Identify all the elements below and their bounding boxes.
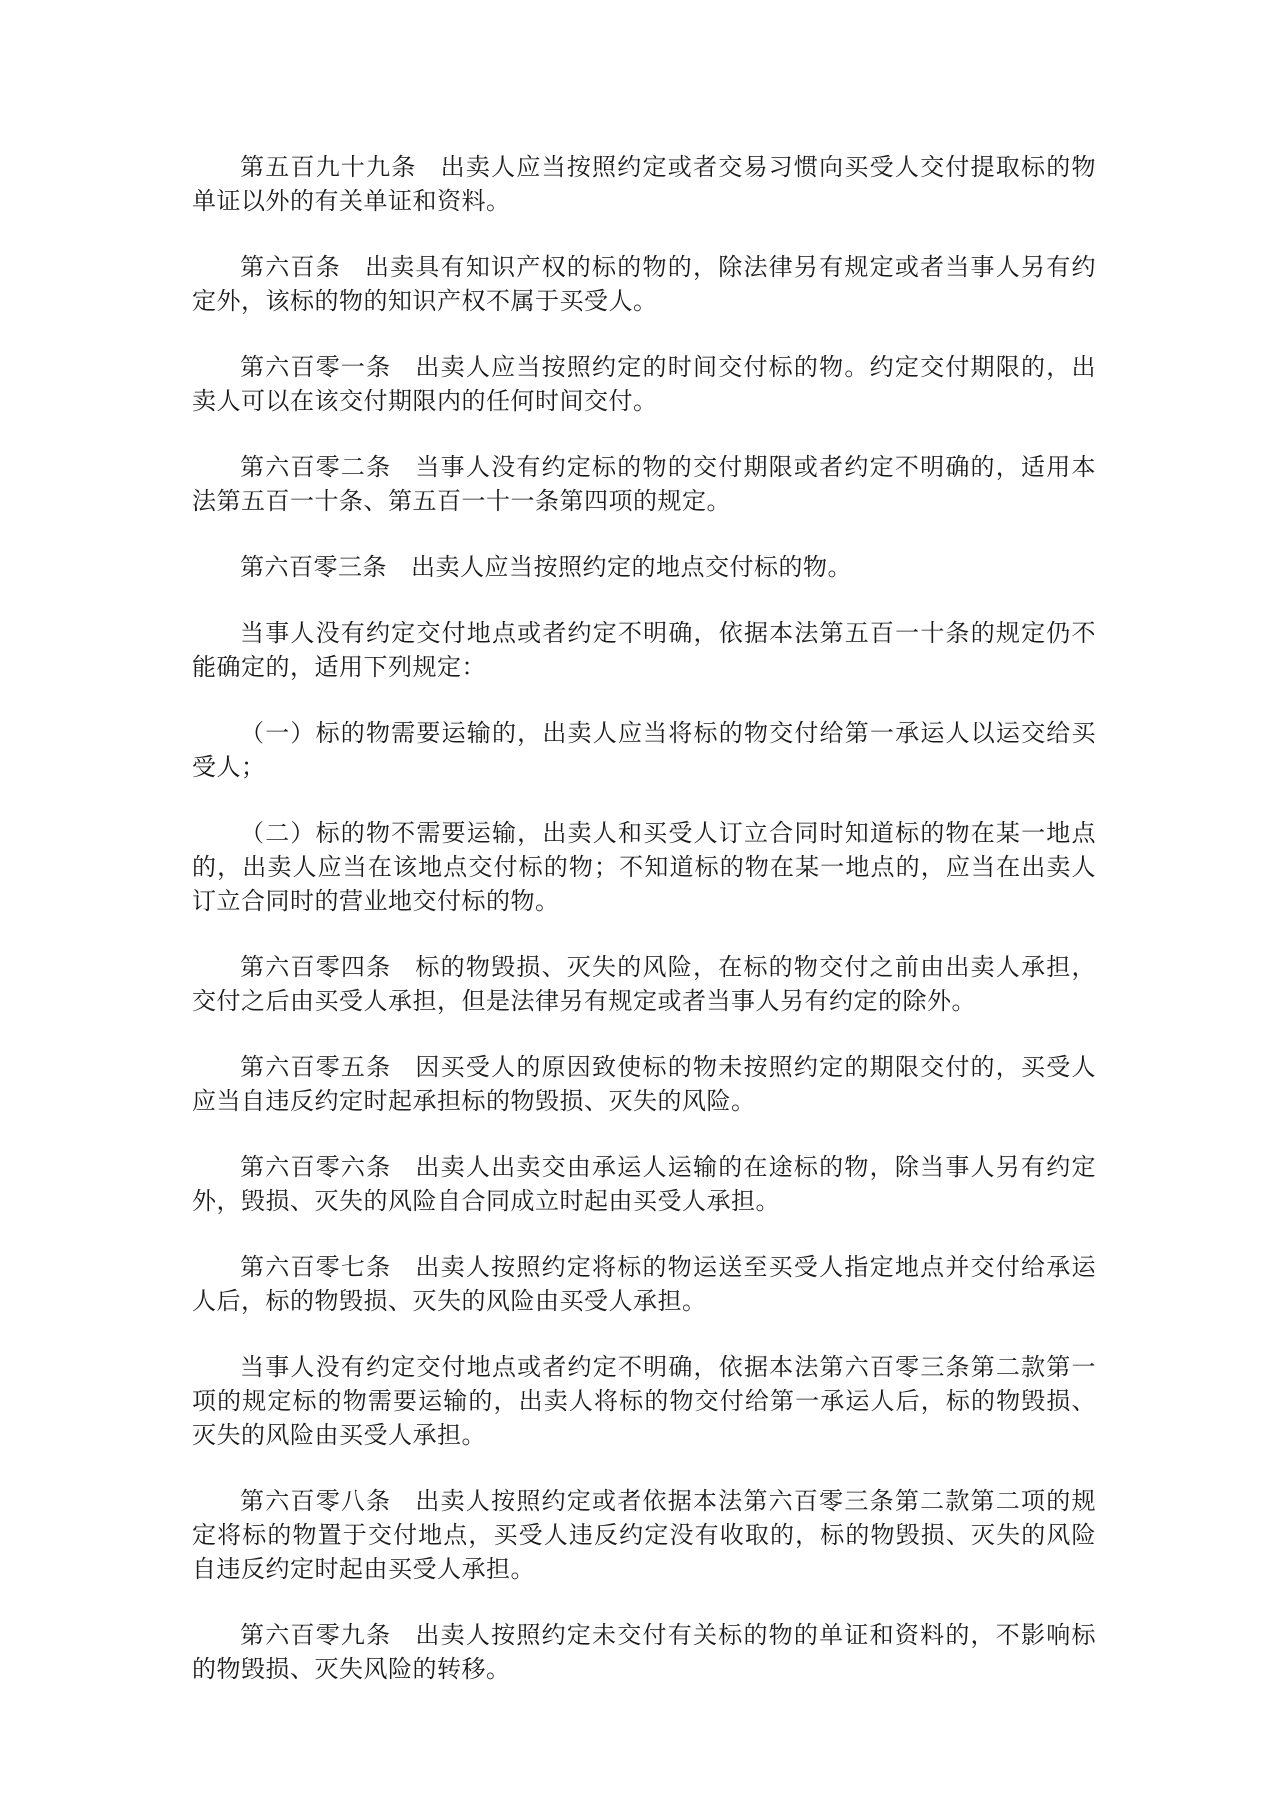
article-label: 第六百条 (240, 253, 341, 281)
paragraph-article-606 (192, 1150, 1096, 1218)
article-label: 第六百零三条 (240, 553, 387, 581)
article-text: 当事人没有约定交付地点或者约定不明确，依据本法第六百零三条第二款第一项的规定标的物需要运输的，出卖人将标的物交付给第一承运人后，标的物毁损、灭失的风险由买受人承担。 (192, 1353, 1096, 1449)
article-text: 因买受人的原因致使标的物未按照约定的期限交付的，买受人应当自违反约定时起承担标的物毁损、灭失的风险。 (192, 1053, 1096, 1115)
paragraph-article-607 (192, 1250, 1096, 1318)
paragraph-article-600 (192, 250, 1096, 318)
paragraph-item-2 (192, 816, 1096, 918)
article-text: （二）标的物不需要运输，出卖人和买受人订立合同时知道标的物在某一地点的，出卖人应当在该地点交付标的物；不知道标的物在某一地点的，应当在出卖人订立合同时的营业地交付标的物。 (192, 819, 1096, 915)
article-text: （一）标的物需要运输的，出卖人应当将标的物交付给第一承运人以运交给买受人； (192, 719, 1096, 781)
article-text: 出卖人按照约定将标的物运送至买受人指定地点并交付给承运人后，标的物毁损、灭失的风险由买受人承担。 (192, 1253, 1096, 1315)
article-text: 标的物毁损、灭失的风险，在标的物交付之前由出卖人承担，交付之后由买受人承担，但是法律另有规定或者当事人另有约定的除外。 (192, 953, 1096, 1015)
article-label: 第六百零五条 (240, 1053, 392, 1081)
article-label: 第六百零九条 (240, 1621, 392, 1649)
paragraph-article-603 (192, 550, 1096, 584)
paragraph-article-599 (192, 150, 1096, 218)
article-label: 第六百零八条 (240, 1487, 392, 1515)
paragraph-article-602 (192, 450, 1096, 518)
article-label: 第六百零二条 (240, 453, 392, 481)
paragraph-article-601 (192, 350, 1096, 418)
paragraph-item-1 (192, 716, 1096, 784)
article-text: 出卖人出卖交由承运人运输的在途标的物，除当事人另有约定外，毁损、灭失的风险自合同成立时起由买受人承担。 (192, 1153, 1096, 1215)
article-label: 第六百零四条 (240, 953, 392, 981)
article-text: 当事人没有约定标的物的交付期限或者约定不明确的，适用本法第五百一十条、第五百一十一条第四项的规定。 (192, 453, 1096, 515)
article-text: 出卖人应当按照约定的地点交付标的物。 (411, 553, 852, 581)
article-label: 第六百零六条 (240, 1153, 392, 1181)
article-text: 当事人没有约定交付地点或者约定不明确，依据本法第五百一十条的规定仍不能确定的，适用下列规定： (192, 619, 1096, 681)
article-text: 出卖人按照约定未交付有关标的物的单证和资料的，不影响标的物毁损、灭失风险的转移。 (192, 1621, 1096, 1683)
article-text: 出卖人按照约定或者依据本法第六百零三条第二款第二项的规定将标的物置于交付地点，买受人违反约定没有收取的，标的物毁损、灭失的风险自违反约定时起由买受人承担。 (192, 1487, 1096, 1583)
article-text: 出卖具有知识产权的标的物的，除法律另有规定或者当事人另有约定外，该标的物的知识产权不属于买受人。 (192, 253, 1096, 315)
paragraph-article-608 (192, 1484, 1096, 1586)
paragraph-article-603-clause-2 (192, 616, 1096, 684)
paragraph-article-607-clause-2 (192, 1350, 1096, 1452)
paragraph-article-605 (192, 1050, 1096, 1118)
article-text: 出卖人应当按照约定或者交易习惯向买受人交付提取标的物单证以外的有关单证和资料。 (192, 153, 1096, 215)
article-label: 第五百九十九条 (240, 153, 417, 181)
paragraph-article-604 (192, 950, 1096, 1018)
paragraph-article-609 (192, 1618, 1096, 1686)
article-label: 第六百零一条 (240, 353, 392, 381)
document-page (192, 150, 1096, 1718)
article-label: 第六百零七条 (240, 1253, 392, 1281)
article-text: 出卖人应当按照约定的时间交付标的物。约定交付期限的，出卖人可以在该交付期限内的任何时间交付。 (192, 353, 1096, 415)
